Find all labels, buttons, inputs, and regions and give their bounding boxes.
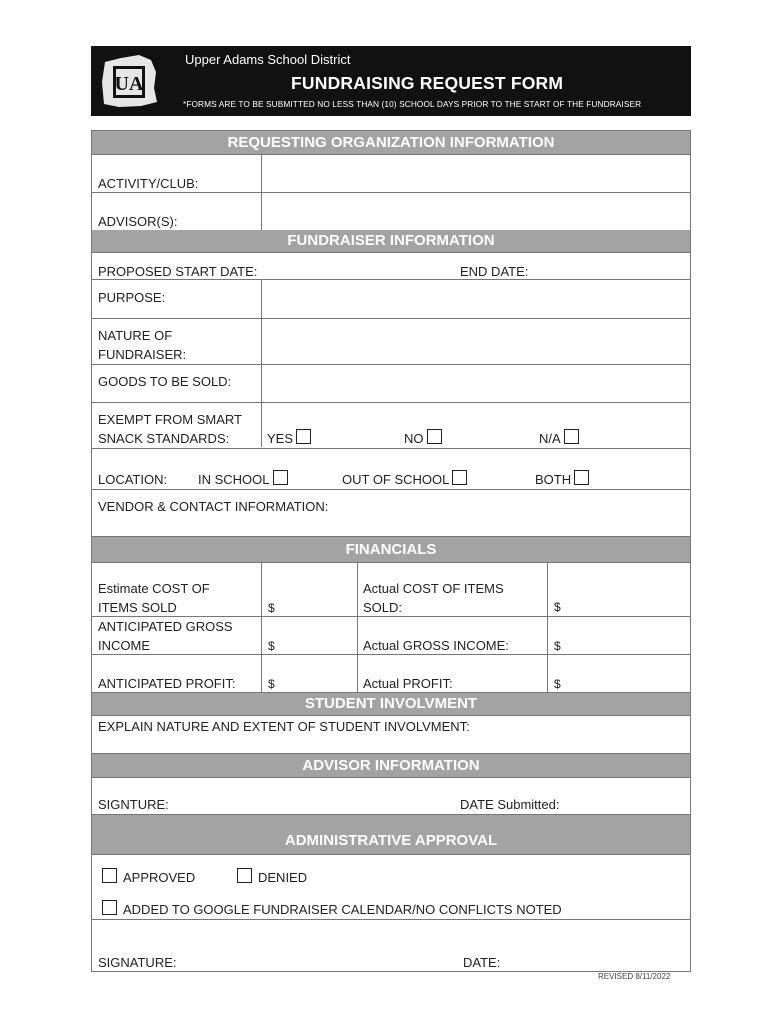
section-fundraiser-information: FUNDRAISER INFORMATION (92, 230, 690, 252)
nature-field[interactable] (262, 319, 690, 363)
goods-label: GOODS TO BE SOLD: (98, 374, 232, 389)
logo-text: UA (114, 73, 144, 95)
anticipated-gross-label-line2: INCOME (98, 638, 150, 653)
activity-club-label: ACTIVITY/CLUB: (98, 176, 199, 191)
option-approved[interactable] (102, 868, 195, 887)
section-administrative-approval: ADMINISTRATIVE APPROVAL (92, 815, 690, 854)
calendar-label: ADDED TO GOOGLE FUNDRAISER CALENDAR/NO CONFLICTS NOTED (123, 902, 562, 917)
anticipated-gross-label-line1: ANTICIPATED GROSS (98, 619, 233, 634)
option-both[interactable] (535, 470, 589, 489)
yes-checkbox[interactable] (296, 429, 311, 444)
date-submitted-label: DATE Submitted: (460, 797, 560, 812)
nature-label-line2: FUNDRAISER: (98, 347, 187, 362)
yes-label: YES (267, 431, 294, 446)
goods-field[interactable] (262, 365, 690, 401)
no-checkbox[interactable] (427, 429, 442, 444)
actual-cost-label-line2: SOLD: (363, 600, 403, 615)
section-student-involvement: STUDENT INVOLVMENT (92, 693, 690, 715)
est-cost-field[interactable]: $ (268, 601, 275, 615)
admin-signature-label: SIGNATURE: (98, 955, 177, 970)
student-involvement-label: EXPLAIN NATURE AND EXTENT OF STUDENT INVOLVMENT: (98, 719, 470, 734)
denied-label: DENIED (258, 870, 308, 885)
start-date-label: PROPOSED START DATE: (98, 264, 258, 279)
option-calendar[interactable] (102, 900, 562, 919)
purpose-field[interactable] (262, 280, 690, 317)
option-no[interactable] (404, 429, 442, 448)
both-label: BOTH (535, 472, 572, 487)
no-label: NO (404, 431, 424, 446)
purpose-label: PURPOSE: (98, 290, 166, 305)
option-denied[interactable] (237, 868, 307, 887)
actual-profit-field[interactable]: $ (554, 677, 561, 691)
na-checkbox[interactable] (564, 429, 579, 444)
vendor-field[interactable] (92, 517, 690, 536)
form-header (91, 46, 691, 116)
anticipated-gross-field[interactable]: $ (268, 639, 275, 653)
request-form (91, 130, 691, 972)
section-financials: FINANCIALS (92, 537, 690, 562)
est-cost-label-line2: ITEMS SOLD (98, 600, 177, 615)
option-na[interactable] (539, 429, 579, 448)
advisor-signature-label: SIGNTURE: (98, 797, 169, 812)
actual-cost-field[interactable]: $ (554, 600, 561, 614)
revision-date: REVISED 8/11/2022 (598, 972, 671, 981)
both-checkbox[interactable] (574, 470, 589, 485)
actual-profit-label: Actual PROFIT: (363, 676, 453, 691)
out-of-school-checkbox[interactable] (452, 470, 467, 485)
page-title: FUNDRAISING REQUEST FORM (291, 73, 564, 93)
option-yes[interactable] (267, 429, 311, 448)
approved-label: APPROVED (123, 870, 196, 885)
actual-gross-label: Actual GROSS INCOME: (363, 638, 509, 653)
student-involvement-field[interactable] (92, 736, 690, 753)
nature-label-line1: NATURE OF (98, 328, 173, 343)
vendor-label: VENDOR & CONTACT INFORMATION: (98, 499, 329, 514)
section-advisor-information: ADVISOR INFORMATION (92, 754, 690, 777)
district-name: Upper Adams School District (185, 52, 351, 67)
est-cost-label-line1: Estimate COST OF (98, 581, 210, 596)
anticipated-profit-field[interactable]: $ (268, 677, 275, 691)
out-of-school-label: OUT OF SCHOOL (342, 472, 450, 487)
exempt-label-line2: SNACK STANDARDS: (98, 431, 230, 446)
na-label: N/A (539, 431, 561, 446)
location-label: LOCATION: (98, 472, 168, 487)
denied-checkbox[interactable] (237, 868, 252, 883)
anticipated-profit-label: ANTICIPATED PROFIT: (98, 676, 236, 691)
option-out-of-school[interactable] (342, 470, 467, 489)
advisors-field[interactable] (262, 193, 690, 230)
advisors-label: ADVISOR(S): (98, 214, 178, 229)
admin-date-label: DATE: (463, 955, 501, 970)
activity-club-field[interactable] (262, 155, 690, 191)
section-requesting-organization: REQUESTING ORGANIZATION INFORMATION (92, 131, 690, 154)
approved-checkbox[interactable] (102, 868, 117, 883)
submission-note: *FORMS ARE TO BE SUBMITTED NO LESS THAN (10) SCHOOL DAYS PRIOR TO THE START OF THE FUNDRAISER (183, 99, 642, 109)
end-date-label: END DATE: (460, 264, 529, 279)
school-logo (99, 52, 159, 110)
actual-cost-label-line1: Actual COST OF ITEMS (363, 581, 504, 596)
in-school-checkbox[interactable] (273, 470, 288, 485)
calendar-checkbox[interactable] (102, 900, 117, 915)
exempt-label-line1: EXEMPT FROM SMART (98, 412, 242, 427)
in-school-label: IN SCHOOL (198, 472, 270, 487)
actual-gross-field[interactable]: $ (554, 639, 561, 653)
option-in-school[interactable] (198, 470, 288, 489)
